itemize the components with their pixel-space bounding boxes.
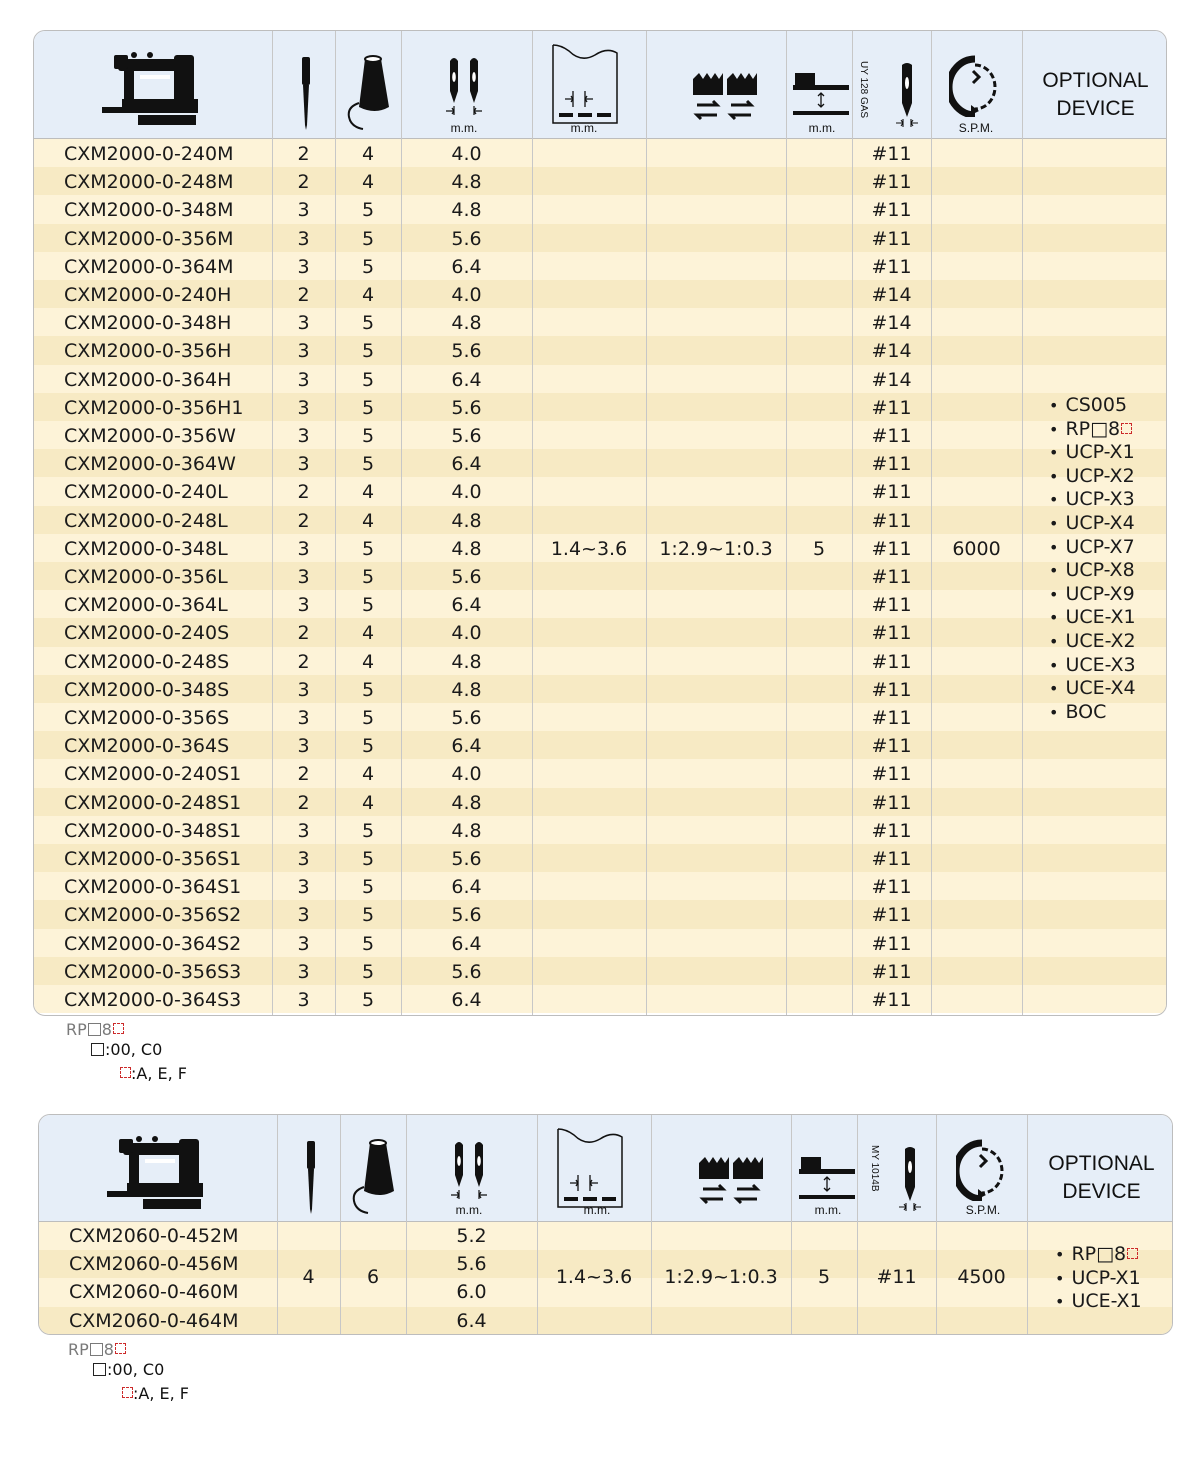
differential-feed-icon <box>691 73 759 123</box>
threads-cell: 4 <box>361 143 375 165</box>
needle-size-value: #11 <box>876 1266 917 1288</box>
threads-cell: 5 <box>361 594 375 617</box>
threads-value: 6 <box>366 1266 380 1288</box>
lift-unit-label: m.m. <box>808 121 836 135</box>
optional-device-label: UCE-X2 <box>1065 629 1136 652</box>
needles-cell: 2 <box>297 650 310 673</box>
dashed-placeholder-icon <box>122 1387 133 1398</box>
gauge-cell: 4.8 <box>451 171 482 194</box>
gauge-cell: 4.8 <box>451 199 482 222</box>
optional-device-title-line1: OPTIONAL <box>1042 69 1149 92</box>
needle-size-cell: #11 <box>871 143 912 165</box>
stitch-length-value: 1.4~3.6 <box>550 538 628 560</box>
model-cell: CXM2000-0-240S1 <box>64 763 242 786</box>
needle-size-cell: #11 <box>871 707 912 729</box>
needle-size-cell: #11 <box>871 509 912 532</box>
optional-device-item <box>1049 677 1136 701</box>
model-cell: CXM2000-0-348H <box>64 312 232 335</box>
model-cell: CXM2000-0-240M <box>64 143 234 165</box>
spm-value: 6000 <box>952 538 1001 560</box>
optional-device-item <box>1049 583 1136 607</box>
needles-cell: 3 <box>297 707 310 729</box>
twin-needle-gauge-icon <box>444 55 484 115</box>
needle-size-cell: #11 <box>871 481 912 504</box>
gauge-cell: 6.4 <box>451 368 482 391</box>
table-row <box>34 760 1166 788</box>
needles-cell: 3 <box>297 396 310 419</box>
needle-size-cell: #11 <box>871 594 912 617</box>
optional-device-list <box>1055 1243 1142 1314</box>
needle-size-cell: #11 <box>871 199 912 222</box>
gauge-cell: 6.4 <box>451 594 482 617</box>
header-divider <box>34 138 1166 139</box>
optional-device-item <box>1049 559 1136 583</box>
threads-cell: 5 <box>361 819 375 842</box>
code-note-line2-text: :A, E, F <box>131 1064 187 1083</box>
needle-size-cell: #11 <box>871 537 912 560</box>
needle-size-cell: #11 <box>871 876 912 899</box>
threads-cell: 5 <box>361 425 375 447</box>
table-row <box>34 478 1166 506</box>
optional-device-label: UCE-X3 <box>1065 653 1136 676</box>
model-cell: CXM2000-0-240L <box>64 481 228 504</box>
needle-size-cell: #14 <box>871 368 912 391</box>
model-cell: CXM2000-0-356S1 <box>64 848 242 870</box>
threads-cell: 5 <box>361 735 375 758</box>
needle-size-cell: #11 <box>871 171 912 194</box>
gauge-cell: 6.4 <box>451 876 482 899</box>
optional-device-label: BOC <box>1065 700 1107 723</box>
optional-device-item <box>1049 701 1136 725</box>
spec-table-cxm2000 <box>33 30 1167 1016</box>
threads-cell: 4 <box>361 284 375 306</box>
optional-device-label: RP□8 <box>1071 1243 1127 1265</box>
model-cell: CXM2060-0-464M <box>69 1309 239 1332</box>
gauge-cell: 6.4 <box>451 989 482 1011</box>
needles-cell: 3 <box>297 255 310 278</box>
table-row <box>34 648 1166 676</box>
model-cell: CXM2000-0-364S3 <box>64 989 242 1011</box>
optional-device-label: UCP-X9 <box>1065 582 1135 605</box>
table-row <box>34 958 1166 986</box>
threads-cell: 4 <box>361 622 375 645</box>
threads-cell: 5 <box>361 312 375 335</box>
needle-size-cell: #11 <box>871 819 912 842</box>
gauge-cell: 5.6 <box>451 566 482 588</box>
code-note-line1-text: :00, C0 <box>107 1360 165 1379</box>
gauge-cell: 5.6 <box>456 1253 487 1276</box>
table-row <box>34 281 1166 309</box>
gauge-unit-label: m.m. <box>455 1203 483 1217</box>
threads-cell: 5 <box>361 876 375 899</box>
needles-cell: 3 <box>297 566 310 588</box>
gauge-cell: 6.4 <box>451 255 482 278</box>
needles-cell: 2 <box>297 143 310 165</box>
gauge-cell: 6.4 <box>456 1309 487 1332</box>
model-cell: CXM2000-0-364M <box>64 255 234 278</box>
table-row <box>34 366 1166 394</box>
gauge-cell: 5.6 <box>451 425 482 447</box>
needles-cell: 3 <box>297 904 310 927</box>
code-prefix: RP <box>68 1340 89 1359</box>
model-cell: CXM2000-0-356L <box>64 566 228 588</box>
needles-cell: 3 <box>297 735 310 758</box>
gauge-cell: 4.0 <box>451 622 482 645</box>
threads-cell: 4 <box>361 763 375 786</box>
threads-cell: 4 <box>361 171 375 194</box>
table-row <box>34 450 1166 478</box>
threads-cell: 4 <box>361 509 375 532</box>
model-cell: CXM2000-0-364H <box>64 368 232 391</box>
model-cell: CXM2000-0-240H <box>64 284 232 306</box>
needle-icon <box>300 55 312 131</box>
differential-feed-icon <box>697 1157 765 1207</box>
needles-cell: 3 <box>297 340 310 363</box>
needles-cell: 3 <box>297 537 310 560</box>
code-digit: 8 <box>101 1020 112 1039</box>
needles-value: 4 <box>302 1266 315 1288</box>
threads-cell: 5 <box>361 537 375 560</box>
model-cell: CXM2000-0-348S1 <box>64 819 242 842</box>
threads-cell: 5 <box>361 396 375 419</box>
model-cell: CXM2000-0-348M <box>64 199 234 222</box>
stitch-unit-label: m.m. <box>570 121 598 135</box>
table-row <box>34 845 1166 873</box>
dashed-placeholder-icon <box>1121 423 1132 434</box>
optional-device-item <box>1049 512 1136 536</box>
optional-device-item <box>1055 1290 1142 1314</box>
needle-size-cell: #11 <box>871 989 912 1011</box>
lift-unit-label: m.m. <box>814 1203 842 1217</box>
needles-cell: 3 <box>297 678 310 701</box>
square-placeholder-icon <box>93 1363 106 1376</box>
spec-table-cxm2060 <box>38 1114 1173 1335</box>
table-row <box>34 394 1166 422</box>
gauge-cell: 6.4 <box>451 453 482 476</box>
optional-device-label: CS005 <box>1065 394 1128 416</box>
threads-cell: 5 <box>361 255 375 278</box>
needles-cell: 2 <box>297 763 310 786</box>
code-prefix: RP <box>66 1020 87 1039</box>
model-cell: CXM2060-0-452M <box>69 1225 239 1247</box>
table-row <box>34 422 1166 450</box>
gauge-cell: 4.8 <box>451 509 482 532</box>
needle-size-cell: #11 <box>871 960 912 983</box>
needles-cell: 3 <box>297 453 310 476</box>
table-row <box>34 619 1166 647</box>
table-row <box>34 507 1166 535</box>
gauge-cell: 4.8 <box>451 537 482 560</box>
needles-cell: 2 <box>297 284 310 306</box>
needles-cell: 3 <box>297 819 310 842</box>
optional-device-list <box>1049 394 1136 724</box>
presser-foot-lift-icon <box>791 73 851 117</box>
needle-size-cell: #11 <box>871 396 912 419</box>
needle-icon <box>305 1139 317 1215</box>
needle-size-cell: #11 <box>871 848 912 870</box>
stitch-unit-label: m.m. <box>583 1203 611 1217</box>
threads-cell: 4 <box>361 481 375 504</box>
model-cell: CXM2000-0-364S2 <box>64 932 242 955</box>
table-row <box>34 789 1166 817</box>
needle-size-cell: #11 <box>871 566 912 588</box>
dashed-placeholder-icon <box>1127 1248 1138 1259</box>
needle-size-cell: #14 <box>871 284 912 306</box>
threads-cell: 5 <box>361 368 375 391</box>
code-note-line1-text: :00, C0 <box>105 1040 163 1059</box>
optional-device-item <box>1049 654 1136 678</box>
stitch-length-value: 1.4~3.6 <box>555 1266 633 1288</box>
table-row <box>34 309 1166 337</box>
needle-size-cell: #11 <box>871 650 912 673</box>
gauge-cell: 5.2 <box>456 1225 487 1247</box>
needles-cell: 3 <box>297 312 310 335</box>
threads-cell: 5 <box>361 904 375 927</box>
needle-size-cell: #14 <box>871 312 912 335</box>
optional-device-title-line2: DEVICE <box>1056 97 1135 120</box>
needle-size-cell: #11 <box>871 735 912 758</box>
needles-cell: 2 <box>297 481 310 504</box>
needles-cell: 3 <box>297 594 310 617</box>
optional-device-label: UCP-X7 <box>1065 535 1135 558</box>
optional-device-item <box>1049 536 1136 560</box>
gauge-unit-label: m.m. <box>450 121 478 135</box>
threads-cell: 5 <box>361 678 375 701</box>
needles-cell: 3 <box>297 368 310 391</box>
threads-cell: 4 <box>361 650 375 673</box>
foot-lift-value: 5 <box>817 1266 831 1288</box>
optional-device-item <box>1049 606 1136 630</box>
needle-size-cell: #11 <box>871 227 912 250</box>
dashed-placeholder-icon <box>120 1067 131 1078</box>
spm-value: 4500 <box>957 1266 1006 1288</box>
model-cell: CXM2000-0-348L <box>64 537 228 560</box>
gauge-cell: 4.8 <box>451 819 482 842</box>
needle-size-cell: #11 <box>871 791 912 814</box>
model-cell: CXM2000-0-356S <box>64 707 230 729</box>
gauge-cell: 5.6 <box>451 340 482 363</box>
model-cell: CXM2000-0-356W <box>64 425 236 447</box>
optional-device-label: UCP-X8 <box>1065 559 1135 582</box>
threads-cell: 4 <box>361 791 375 814</box>
table-row <box>34 253 1166 281</box>
needle-system-icon <box>894 63 920 127</box>
gauge-cell: 6.0 <box>456 1281 487 1304</box>
needle-size-cell: #11 <box>871 622 912 645</box>
needles-cell: 3 <box>297 199 310 222</box>
gauge-cell: 4.0 <box>451 284 482 306</box>
square-placeholder-icon <box>88 1023 101 1036</box>
code-note-line1 <box>92 1358 164 1382</box>
table-row <box>34 196 1166 224</box>
needles-cell: 2 <box>297 622 310 645</box>
dashed-placeholder-icon <box>113 1023 124 1034</box>
model-cell: CXM2000-0-356H <box>64 340 232 363</box>
model-cell: CXM2000-0-356M <box>64 227 234 250</box>
optional-device-label: UCP-X4 <box>1065 511 1135 534</box>
optional-device-label: UCE-X4 <box>1065 677 1136 700</box>
needles-cell: 3 <box>297 876 310 899</box>
model-cell: CXM2000-0-364L <box>64 594 228 617</box>
code-note-line2-text: :A, E, F <box>133 1384 189 1403</box>
optional-device-label: UCE-X1 <box>1065 606 1136 629</box>
table-row <box>34 591 1166 619</box>
optional-device-item <box>1049 630 1136 654</box>
table-row <box>34 337 1166 365</box>
needle-size-cell: #11 <box>871 678 912 701</box>
thread-cone-icon <box>345 53 393 133</box>
stitch-length-icon <box>551 43 625 127</box>
table-row <box>34 986 1166 1014</box>
model-cell: CXM2000-0-364S1 <box>64 876 242 899</box>
needles-cell: 3 <box>297 932 310 955</box>
gauge-cell: 4.8 <box>451 678 482 701</box>
gauge-cell: 6.4 <box>451 735 482 758</box>
needle-system-label: UY 128 GAS <box>858 61 869 119</box>
gauge-cell: 5.6 <box>451 904 482 927</box>
model-cell: CXM2000-0-356S3 <box>64 960 242 983</box>
model-cell: CXM2000-0-240S <box>64 622 230 645</box>
optional-device-label: UCP-X1 <box>1071 1266 1141 1289</box>
table-row <box>34 930 1166 958</box>
optional-device-item <box>1055 1243 1142 1267</box>
code-note-line2 <box>121 1382 189 1406</box>
optional-device-item <box>1049 418 1136 442</box>
table-row <box>34 676 1166 704</box>
model-cell: CXM2000-0-356H1 <box>64 396 244 419</box>
sewing-machine-icon <box>105 1135 205 1211</box>
needle-size-cell: #11 <box>871 255 912 278</box>
model-cell: CXM2060-0-460M <box>69 1281 239 1304</box>
gauge-cell: 4.0 <box>451 481 482 504</box>
needle-system-icon <box>897 1147 923 1211</box>
gauge-cell: 4.8 <box>451 650 482 673</box>
optional-device-item <box>1049 488 1136 512</box>
model-cell: CXM2060-0-456M <box>69 1253 239 1276</box>
threads-cell: 5 <box>361 340 375 363</box>
optional-device-label: UCP-X1 <box>1065 441 1135 464</box>
speed-spm-icon <box>949 55 1001 117</box>
table-row <box>34 732 1166 760</box>
optional-device-label: UCE-X1 <box>1071 1290 1142 1313</box>
threads-cell: 5 <box>361 848 375 870</box>
needles-cell: 3 <box>297 227 310 250</box>
optional-device-item <box>1055 1267 1142 1291</box>
optional-device-item <box>1049 394 1136 418</box>
spm-unit-label: S.P.M. <box>965 1203 1001 1217</box>
threads-cell: 5 <box>361 707 375 729</box>
square-placeholder-icon <box>90 1343 103 1356</box>
gauge-cell: 5.6 <box>451 396 482 419</box>
model-cell: CXM2000-0-364W <box>64 453 236 476</box>
optional-device-item <box>1049 441 1136 465</box>
stitch-length-icon <box>556 1127 630 1211</box>
spm-unit-label: S.P.M. <box>958 121 994 135</box>
needles-cell: 3 <box>297 989 310 1011</box>
model-cell: CXM2000-0-248L <box>64 509 228 532</box>
needle-size-cell: #11 <box>871 453 912 476</box>
needle-system-label: MY 1014B <box>869 1145 880 1192</box>
table-row <box>34 225 1166 253</box>
diff-feed-value: 1:2.9~1:0.3 <box>664 1266 778 1288</box>
table-row <box>34 563 1166 591</box>
gauge-cell: 4.8 <box>451 312 482 335</box>
needles-cell: 2 <box>297 171 310 194</box>
model-cell: CXM2000-0-248S1 <box>64 791 242 814</box>
needle-size-cell: #11 <box>871 763 912 786</box>
needle-size-cell: #14 <box>871 340 912 363</box>
optional-device-label: UCP-X2 <box>1065 464 1135 487</box>
needles-cell: 3 <box>297 960 310 983</box>
optional-device-title-line1: OPTIONAL <box>1048 1152 1155 1175</box>
needles-cell: 3 <box>297 848 310 870</box>
speed-spm-icon <box>956 1139 1008 1201</box>
table-row <box>34 168 1166 196</box>
threads-cell: 5 <box>361 932 375 955</box>
threads-cell: 5 <box>361 227 375 250</box>
model-cell: CXM2000-0-248S <box>64 650 230 673</box>
table-row <box>39 1307 1172 1335</box>
gauge-cell: 4.8 <box>451 791 482 814</box>
optional-device-title-line2: DEVICE <box>1062 1180 1141 1203</box>
dashed-placeholder-icon <box>115 1343 126 1354</box>
threads-cell: 5 <box>361 960 375 983</box>
presser-foot-lift-icon <box>797 1157 857 1201</box>
sewing-machine-icon <box>100 51 200 127</box>
foot-lift-value: 5 <box>812 538 826 560</box>
gauge-cell: 4.0 <box>451 763 482 786</box>
code-note-line2 <box>119 1062 187 1086</box>
table-row <box>34 704 1166 732</box>
gauge-cell: 5.6 <box>451 960 482 983</box>
diff-feed-value: 1:2.9~1:0.3 <box>659 538 773 560</box>
model-cell: CXM2000-0-248M <box>64 171 234 194</box>
threads-cell: 5 <box>361 199 375 222</box>
needles-cell: 2 <box>297 791 310 814</box>
model-cell: CXM2000-0-348S <box>64 678 230 701</box>
model-cell: CXM2000-0-356S2 <box>64 904 242 927</box>
model-cell: CXM2000-0-364S <box>64 735 230 758</box>
threads-cell: 5 <box>361 989 375 1011</box>
optional-device-label: UCP-X3 <box>1065 488 1135 511</box>
gauge-cell: 4.0 <box>451 143 482 165</box>
threads-cell: 5 <box>361 566 375 588</box>
needles-cell: 2 <box>297 509 310 532</box>
needle-size-cell: #11 <box>871 932 912 955</box>
gauge-cell: 6.4 <box>451 932 482 955</box>
table-row <box>34 873 1166 901</box>
threads-cell: 5 <box>361 453 375 476</box>
table-row <box>39 1222 1172 1250</box>
optional-device-label: RP□8 <box>1065 417 1121 440</box>
square-placeholder-icon <box>91 1043 104 1056</box>
code-digit: 8 <box>103 1340 114 1359</box>
gauge-cell: 5.6 <box>451 707 482 729</box>
table-row <box>34 140 1166 168</box>
gauge-cell: 5.6 <box>451 848 482 870</box>
gauge-cell: 5.6 <box>451 227 482 250</box>
code-note-line1 <box>90 1038 162 1062</box>
twin-needle-gauge-icon <box>449 1139 489 1199</box>
needle-size-cell: #11 <box>871 904 912 927</box>
needles-cell: 3 <box>297 425 310 447</box>
needle-size-cell: #11 <box>871 425 912 447</box>
thread-cone-icon <box>350 1137 398 1217</box>
table-row <box>34 901 1166 929</box>
optional-device-item <box>1049 465 1136 489</box>
table-row <box>34 817 1166 845</box>
